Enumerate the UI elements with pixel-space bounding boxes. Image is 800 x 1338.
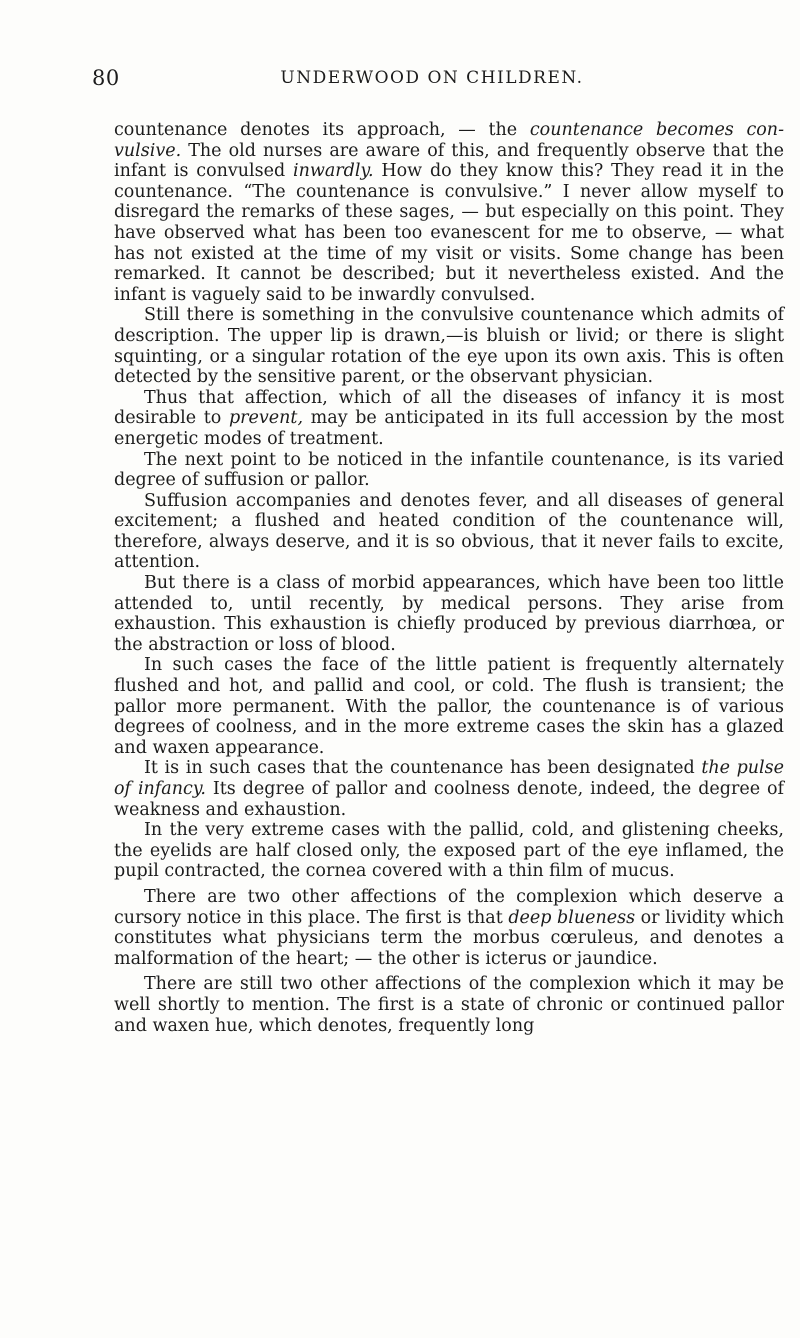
- paragraph-11: There are still two other affections of the complexion which it may be well shortly to mention. The first is a state of chronic or continued pallor and waxen hue, which denotes, frequently long: [114, 974, 784, 1036]
- text-run: Its degree of pallor and coolness denote, indeed, the degree of weakness and exhaustion.: [114, 779, 784, 820]
- paragraph-4: The next point to be noticed in the infantile countenance, is its varied degree of suffusion or pallor.: [114, 449, 784, 491]
- italic-run: inwardly.: [292, 161, 374, 182]
- page-number: 80: [92, 66, 120, 90]
- text-run: How do they know this? They read it in the countenance. “The countenance is convulsive.” I never allow myself to disregard the remarks of these sages, — but especially on this point. They have observed what has been too evanescent for me to observe, — what has not existed at the time of my visit or visits. Some change has been remarked. It cannot be described; but it nevertheless existed. And the infant is vaguely said to be inwardly convulsed.: [114, 161, 785, 305]
- paragraph-9: In the very extreme cases with the pallid, cold, and glistening cheeks, the eyelids are half closed only, the exposed part of the eye inflamed, the pupil contracted, the cornea covered with a thin film of mucus.: [114, 820, 784, 882]
- paragraph-2: Still there is something in the convulsive countenance which admits of description. The upper lip is drawn,—is bluish or livid; or there is slight squinting, or a singular rotation of the eye upon its own axis. This is often detected by the sensitive parent, or the observant physician.: [114, 305, 784, 388]
- running-head: UNDERWOOD ON CHILDREN.: [280, 68, 584, 88]
- body-text: [114, 120, 784, 1036]
- text-run: It is in such cases that the countenance has been designated: [144, 758, 702, 779]
- text-run: There are two other affections of the complexion which deserve a cursory notice in this place. The first is that: [114, 886, 784, 928]
- italic-run: deep blueness: [508, 907, 636, 928]
- text-run: The old nurses are aware of this, and frequently observe that the infant is convulsed: [114, 140, 784, 182]
- paragraph-8: [114, 758, 784, 820]
- italic-run: prevent,: [228, 408, 304, 429]
- text-run: countenance denotes its approach, — the: [114, 120, 530, 140]
- paragraph-3: [114, 388, 784, 450]
- text-run: or lividity which constitutes what physicians term the morbus cœruleus, and denotes a malformation of the heart; — the other is icterus or jaundice.: [114, 907, 785, 969]
- paragraph-6: But there is a class of morbid appearances, which have been too little attended to, until recently, by medical persons. They arise from exhaustion. This exhaustion is chiefly produced by previous diarrhœa, or the abstraction or loss of blood.: [114, 573, 784, 655]
- text-run: may be anticipated in its full accession by the most energetic modes of treatment.: [114, 408, 784, 449]
- text-run: Thus that affection, which of all the diseases of infancy it is most desirable to: [114, 387, 784, 429]
- italic-run: countenance becomes convulsive.: [114, 120, 784, 161]
- paragraph-7: In such cases the face of the little patient is frequently alternately flushed and hot, and pallid and cool, or cold. The flush is transient; the pallor more permanent. With the pallor, the countenance is of various degrees of coolness, and in the more extreme cases the skin has a glazed and waxen appearance.: [114, 655, 784, 758]
- paragraph-5: Suffusion accompanies and denotes fever, and all diseases of general excitement; a flushed and heated condition of the countenance will, therefore, always deserve, and it is so obvious, that it never fails to excite, attention.: [114, 490, 784, 573]
- paragraph-1: [114, 120, 784, 305]
- paragraph-10: [114, 887, 784, 969]
- page-header: [92, 66, 772, 96]
- italic-run: the pulse of infancy.: [114, 758, 784, 799]
